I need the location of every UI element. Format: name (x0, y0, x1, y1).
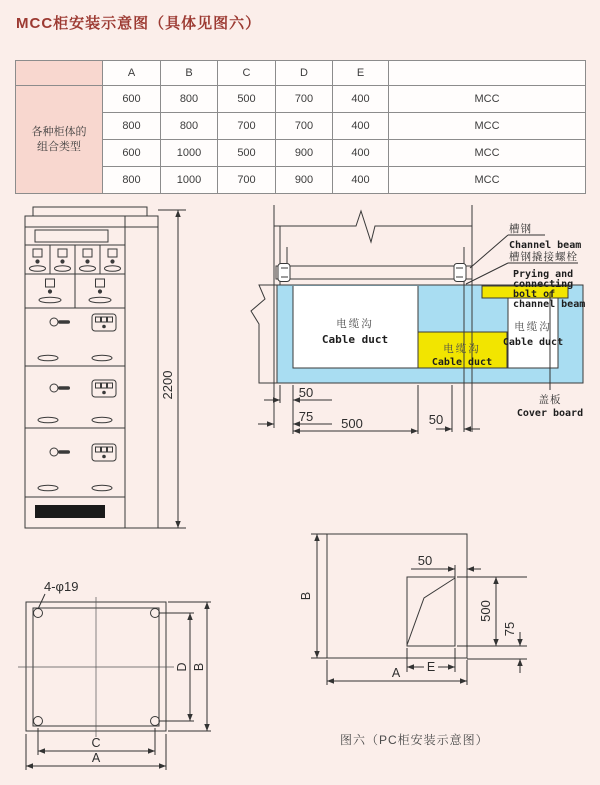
row-label-line1: 各种柜体的 (31, 125, 87, 138)
bolt-label-en-line4: channel beam (513, 299, 586, 310)
bolt-label-cn: 槽钢撬接螺栓 (509, 251, 578, 263)
pc-cabinet-install-drawing (283, 515, 548, 715)
floor-break-symbol (251, 285, 277, 383)
dim-D-label: D (175, 662, 189, 672)
middle-duct-label-en: Cable duct (431, 357, 493, 368)
fig6-dim-A-label: A (391, 666, 401, 680)
fig6-dim-E-label: E (426, 660, 436, 674)
table-cell: 1000 (161, 140, 218, 167)
table-cell: 400 (333, 86, 389, 113)
table-cell: 700 (218, 167, 276, 194)
table-row (16, 86, 586, 113)
table-cell: 400 (333, 140, 389, 167)
channel-beam (276, 264, 472, 282)
table-cell: 600 (103, 140, 161, 167)
table-header-row (16, 61, 586, 86)
table-cell: 700 (276, 86, 333, 113)
table-header-cell: B (161, 61, 218, 86)
table-header-cell: A (103, 61, 161, 86)
dim-C-label: C (91, 736, 101, 750)
table-cell: 400 (333, 167, 389, 194)
bolt-label-en-line1: Prying and (513, 269, 574, 280)
channel-beam-label-cn: 槽钢 (509, 223, 532, 235)
centerlines (18, 597, 174, 737)
dim-50-right-label: 50 (428, 412, 444, 427)
fig6-dim-75-label: 75 (502, 621, 517, 637)
table-header-cell: C (218, 61, 276, 86)
figure-caption: 图六（PC柜安装示意图） (340, 733, 489, 747)
channel-beam-label-en: Channel beam (509, 240, 582, 251)
dim-A-label: A (91, 751, 101, 765)
cable-duct-cross-section-drawing (250, 193, 600, 445)
holes-label: 4-φ19 (44, 579, 79, 594)
dim-50-left-label: 50 (298, 385, 314, 400)
table-header-cell: D (276, 61, 333, 86)
dimension-75 (467, 632, 527, 673)
bolt-label-en-line3: bolt of (513, 289, 556, 300)
left-duct-label-cn: 电缆沟 (336, 318, 374, 330)
dimension-table (15, 60, 586, 194)
fig6-dim-B-label: B (299, 591, 313, 601)
table-cell: 900 (276, 167, 333, 194)
table-cell: MCC (389, 113, 586, 140)
dim-B-label: B (192, 662, 206, 672)
table-header-cell (16, 61, 103, 86)
bolt-label-en-line2: connecting (513, 279, 574, 290)
row-label-line2: 组合类型 (37, 140, 81, 153)
dim-75-label: 75 (298, 409, 314, 424)
vent-grille (35, 505, 105, 518)
cabinet-front-view-drawing (10, 195, 210, 540)
cabinet-height-dim-label: 2200 (160, 370, 175, 400)
cabinet-height-dimension (158, 210, 186, 528)
table-cell: 700 (276, 113, 333, 140)
table-cell: 400 (333, 113, 389, 140)
table-cell: 700 (218, 113, 276, 140)
cover-board-label-en: Cover board (516, 408, 584, 419)
table-cell: 800 (161, 86, 218, 113)
right-duct-label-cn: 电缆沟 (514, 321, 552, 333)
page-title: MCC柜安装示意图（具体见图六） (16, 15, 262, 32)
large-units (38, 314, 116, 491)
table-cell: 600 (103, 86, 161, 113)
dimension-B (311, 534, 327, 658)
table-cell: 500 (218, 86, 276, 113)
table-header-cell (389, 61, 586, 86)
table-row-group-label (16, 86, 103, 194)
foundation-plan-view-drawing (8, 553, 223, 783)
fig6-dim-500-label: 500 (478, 600, 493, 622)
table-cell: 800 (103, 113, 161, 140)
table-cell: MCC (389, 167, 586, 194)
pc-cabinet-outline (327, 534, 467, 658)
table-cell: MCC (389, 140, 586, 167)
table-cell: 500 (218, 140, 276, 167)
table-cell: 900 (276, 140, 333, 167)
right-duct-label-en: Cable duct (502, 337, 564, 348)
table-cell: 1000 (161, 167, 218, 194)
middle-duct-label-cn: 电缆沟 (443, 343, 481, 355)
table-header-cell: E (333, 61, 389, 86)
table-cell: MCC (389, 86, 586, 113)
table-cell: 800 (161, 113, 218, 140)
table-cell: 800 (103, 167, 161, 194)
dim-500-label: 500 (341, 416, 363, 431)
cover-board-label-cn: 盖板 (538, 394, 562, 406)
fig6-dim-50-label: 50 (417, 553, 433, 568)
left-duct-label-en: Cable duct (321, 333, 389, 346)
